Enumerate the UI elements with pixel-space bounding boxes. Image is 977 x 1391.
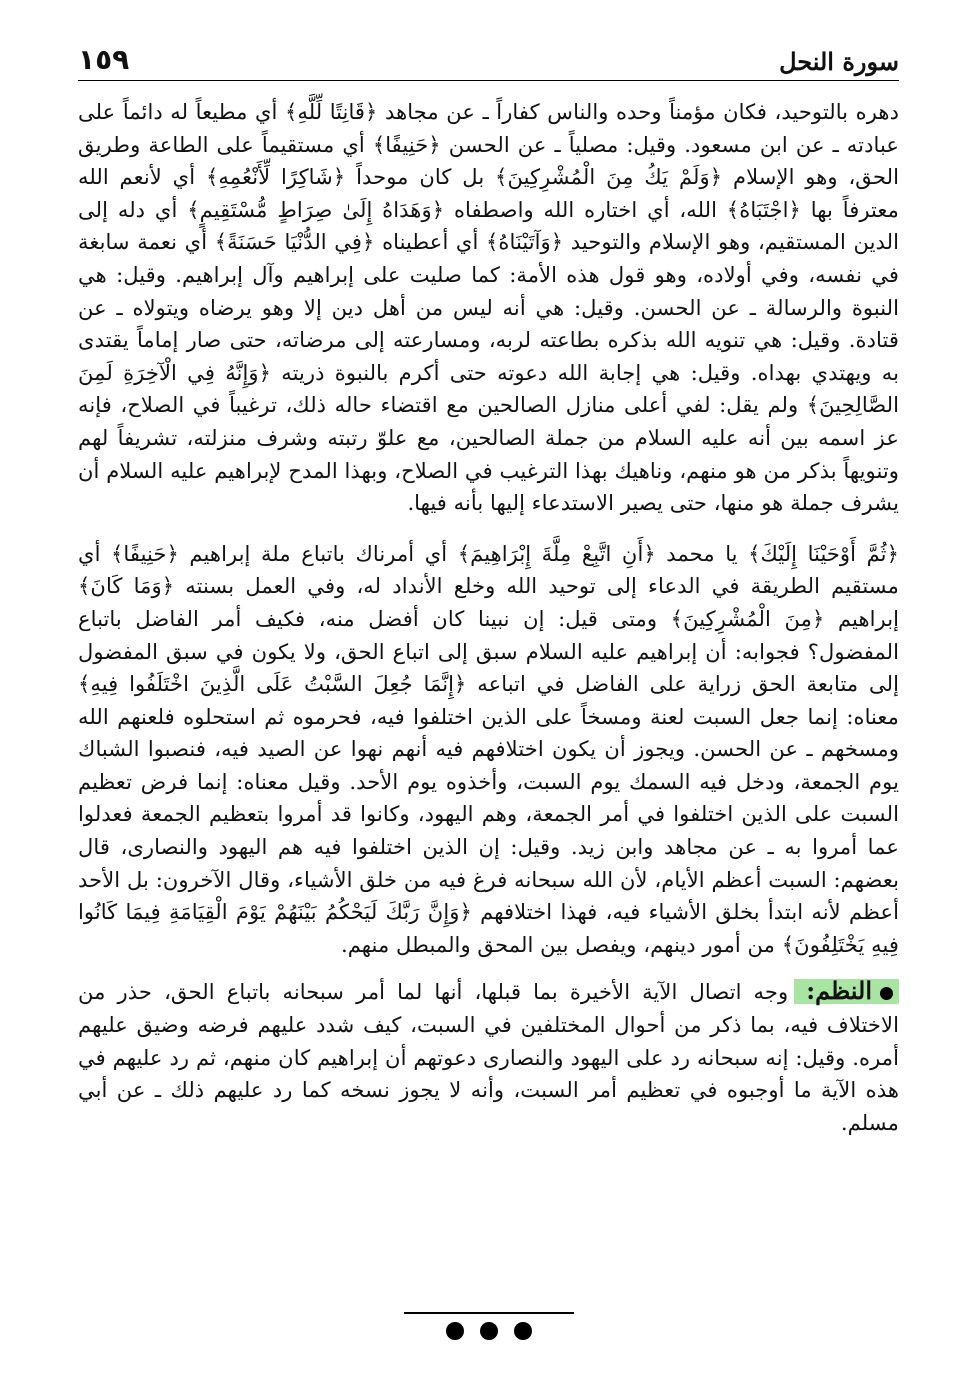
footer-dots bbox=[446, 1322, 532, 1340]
ornament-dot-icon bbox=[480, 1322, 498, 1340]
ornament-dot-icon bbox=[514, 1322, 532, 1340]
footer-rule bbox=[404, 1312, 574, 1314]
section-body: وجه اتصال الآية الأخيرة بما قبلها، أنها لما أمر سبحانه باتباع الحق، حذر من الاختلاف فيه، بما ذكر من أحوال المختلفين في السبت، كيف شدد عليهم فرضه وضيق عليهم أمره. وقيل: إنه سبحانه رد على اليهود والنصارى دعوتهم أن إبراهيم كان منهم، ثم رد عليهم في هذه الآية ما أوجبوه في تعظيم أمر السبت، وأنه لا يجوز نسخه كما رد عليهم ذلك ـ عن أبي مسلم. bbox=[78, 979, 899, 1135]
page-footer-ornament bbox=[0, 1312, 977, 1340]
surah-name: سورة النحل bbox=[779, 47, 899, 76]
ornament-dot-icon bbox=[446, 1322, 464, 1340]
section-label: النظم: bbox=[806, 976, 872, 1006]
section-label-highlight bbox=[794, 976, 899, 1006]
bullet-dot-icon bbox=[880, 987, 893, 1000]
tafsir-paragraph-2: ﴿ثُمَّ أَوْحَيْنَا إِلَيْكَ﴾ يا محمد ﴿أَنِ اتَّبِعْ مِلَّةَ إِبْرَاهِيمَ﴾ أي أمرناك باتباع ملة إبراهيم ﴿حَنِيفًا﴾ أي مستقيم الطريقة في الدعاء إلى توحيد الله وخلع الأنداد له، وفي العمل بسنته ﴿وَمَا كَانَ﴾ إبراهيم ﴿مِنَ الْمُشْرِكِينَ﴾ ومتى قيل: إن نبينا كان أفضل منه، فكيف أمر الفاضل باتباع المفضول؟ فجوابه: أن إبراهيم عليه السلام سبق إلى اتباع الحق، ولا يكون في سبق المفضول إلى متابعة الحق زراية على الفاضل في اتباعه ﴿إِنَّمَا جُعِلَ السَّبْتُ عَلَى الَّذِينَ اخْتَلَفُوا فِيهِ﴾ معناه: إنما جعل السبت لعنة ومسخاً على الذين اختلفوا فيه، فحرموه ثم استحلوه فلعنهم الله ومسخهم ـ عن الحسن. ويجوز أن يكون اختلافهم فيه أنهم نهوا عن الصيد فيه، فنصبوا الشباك يوم الجمعة، ودخل فيه السمك يوم السبت، وأخذوه يوم الأحد. وقيل معناه: إنما فرض تعظيم السبت على الذين اختلفوا في أمر الجمعة، وهم اليهود، وكانوا قد أمروا بتعظيم الجمعة فعدلوا عما أمروا به ـ عن مجاهد وابن زيد. وقيل: إن الذين اختلفوا فيه هم اليهود والنصارى، قال بعضهم: السبت أعظم الأيام، لأن الله سبحانه فرغ فيه من خلق الأشياء، وقال الآخرون: بل الأحد أعظم لأنه ابتدأ بخلق الأشياء فيه، فهذا اختلافهم ﴿وَإِنَّ رَبَّكَ لَيَحْكُمُ بَيْنَهُمْ يَوْمَ الْقِيَامَةِ فِيمَا كَانُوا فِيهِ يَخْتَلِفُونَ﴾ من أمور دينهم، ويفصل بين المحق والمبطل منهم. bbox=[78, 540, 899, 957]
tafsir-paragraph-1: دهره بالتوحيد، فكان مؤمناً وحده والناس كفاراً ـ عن مجاهد ﴿قَانِتًا لِّلَّهِ﴾ أي مطيعاً له دائماً على عبادته ـ عن ابن مسعود. وقيل: مصلياً ـ عن الحسن ﴿حَنِيفًا﴾ أي مستقيماً على الطاعة وطريق الحق، وهو الإسلام ﴿وَلَمْ يَكُ مِنَ الْمُشْرِكِينَ﴾ بل كان موحداً ﴿شَاكِرًا لِّأَنْعُمِهِ﴾ أي لأنعم الله معترفاً بها ﴿اجْتَبَاهُ﴾ الله، أي اختاره الله واصطفاه ﴿وَهَدَاهُ إِلَىٰ صِرَاطٍ مُّسْتَقِيمٍ﴾ أي دله إلى الدين المستقيم، وهو الإسلام والتوحيد ﴿وَآتَيْنَاهُ﴾ أي أعطيناه ﴿فِي الدُّنْيَا حَسَنَةً﴾ أي نعمة سابغة في نفسه، وفي أولاده، وهو قول هذه الأمة: كما صليت على إبراهيم وآل إبراهيم. وقيل: هي النبوة والرسالة ـ عن الحسن. وقيل: هي أنه ليس من أهل دين إلا وهو يرضاه ويتولاه ـ عن قتادة. وقيل: هي تنويه الله بذكره بطاعته لربه، ومسارعته إلى مرضاته، حتى صار إماماً يقتدى به ويهتدي بهداه. وقيل: هي إجابة الله دعوته حتى أكرم بالنبوة ذريته ﴿وَإِنَّهُ فِي الْآخِرَةِ لَمِنَ الصَّالِحِينَ﴾ ولم يقل: لفي أعلى منازل الصالحين مع اقتضاء حاله ذلك، ترغيباً في الصلاح، فإنه عز اسمه بين أنه عليه السلام من جملة الصالحين، مع علوّ رتبته وشرف منزلته، تشريفاً لهم وتنويهاً بذكر من هو منهم، وناهيك بهذا الترغيب في الصلاح، وبهذا المدح لإبراهيم عليه السلام أن يشرف جملة هو منها، حتى يصير الاستدعاء إليها بأنه فيها. bbox=[78, 99, 899, 516]
page-content bbox=[78, 96, 899, 1139]
tafsir-paragraph-3 bbox=[78, 975, 899, 1139]
page-header bbox=[78, 40, 899, 81]
page-number: ١٥٩ bbox=[78, 43, 130, 76]
